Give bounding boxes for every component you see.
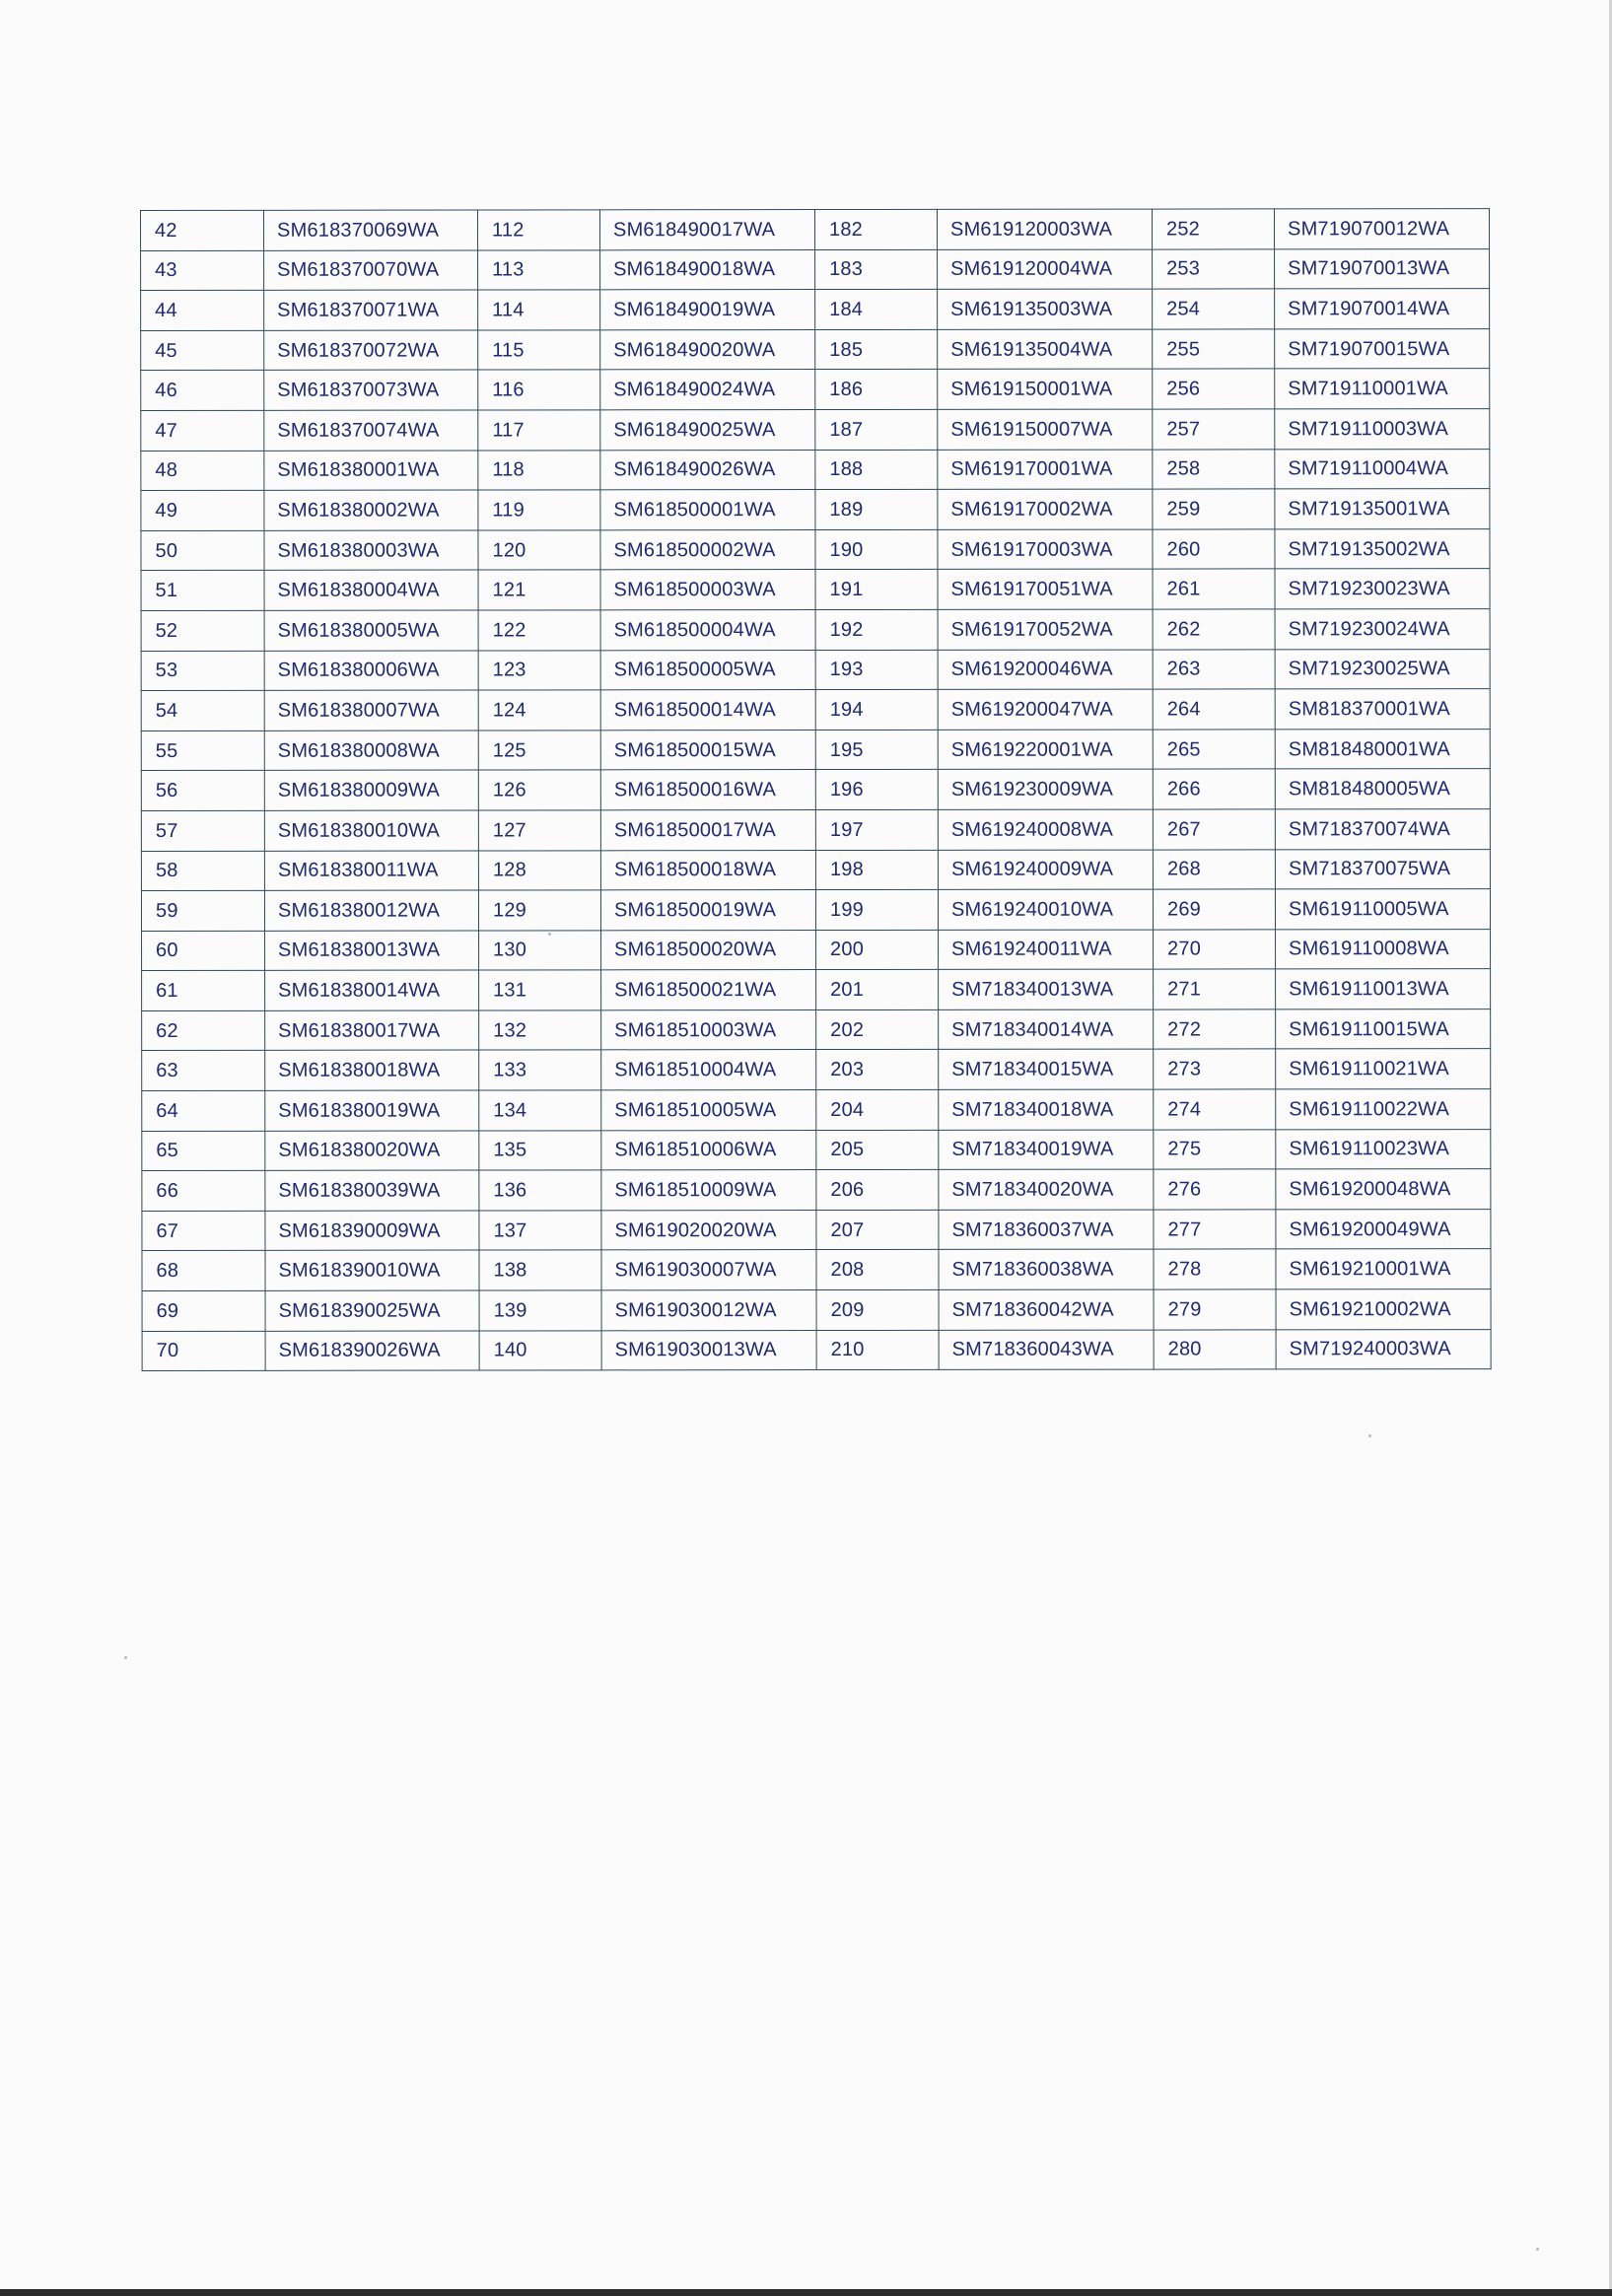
- item-number-cell: 51: [141, 571, 264, 611]
- item-number-cell: 259: [1153, 489, 1275, 529]
- item-number-cell: 256: [1153, 369, 1275, 409]
- item-code-cell: SM618500015WA: [600, 730, 815, 770]
- table-row: [142, 929, 1491, 971]
- item-code-cell: SM719070013WA: [1275, 248, 1490, 289]
- item-code-cell: SM619030007WA: [601, 1250, 816, 1290]
- item-code-cell: SM619030013WA: [601, 1330, 816, 1370]
- table-row: [142, 1089, 1491, 1132]
- item-code-cell: SM818370001WA: [1275, 689, 1490, 730]
- item-code-cell: SM618380014WA: [265, 970, 479, 1010]
- item-code-cell: SM619200049WA: [1276, 1209, 1491, 1249]
- item-number-cell: 258: [1153, 449, 1275, 489]
- item-number-cell: 254: [1153, 289, 1275, 329]
- item-code-cell: SM719110003WA: [1275, 409, 1490, 450]
- table-row: [141, 409, 1490, 452]
- item-code-cell: SM619110023WA: [1276, 1129, 1491, 1169]
- item-code-cell: SM719135002WA: [1275, 528, 1490, 569]
- item-number-cell: 52: [141, 610, 264, 651]
- item-code-cell: SM619110008WA: [1276, 929, 1491, 969]
- item-code-cell: SM618490025WA: [600, 410, 815, 451]
- item-code-cell: SM719070012WA: [1274, 209, 1489, 249]
- item-number-cell: 209: [816, 1289, 939, 1330]
- item-code-cell: SM718340015WA: [939, 1050, 1154, 1090]
- item-code-cell: SM618490020WA: [600, 329, 815, 370]
- item-code-cell: SM719070015WA: [1275, 328, 1490, 369]
- item-number-cell: 206: [816, 1170, 939, 1211]
- item-code-cell: SM619170002WA: [938, 489, 1153, 529]
- item-code-cell: SM618370071WA: [264, 290, 478, 330]
- item-code-cell: SM618510005WA: [601, 1090, 816, 1131]
- item-number-cell: 200: [816, 930, 939, 970]
- item-number-cell: 265: [1153, 730, 1275, 770]
- item-number-cell: 70: [142, 1331, 265, 1371]
- item-code-cell: SM619110013WA: [1276, 969, 1491, 1009]
- item-code-cell: SM618370074WA: [264, 410, 478, 451]
- table-row: [141, 689, 1490, 731]
- item-code-cell: SM618490018WA: [600, 249, 815, 290]
- item-code-cell: SM618380039WA: [265, 1170, 479, 1211]
- item-code-cell: SM618500017WA: [600, 809, 815, 850]
- item-code-cell: SM618500005WA: [600, 650, 815, 690]
- item-number-cell: 50: [141, 530, 264, 571]
- table-row: [141, 609, 1490, 652]
- table-row: [141, 649, 1490, 691]
- item-code-cell: SM618380010WA: [264, 810, 478, 851]
- table-row: [141, 528, 1490, 571]
- item-number-cell: 207: [816, 1210, 939, 1250]
- item-code-cell: SM619220001WA: [938, 730, 1153, 770]
- item-number-cell: 45: [141, 330, 264, 371]
- item-code-cell: SM618500019WA: [600, 890, 815, 931]
- item-number-cell: 112: [478, 210, 600, 250]
- item-number-cell: 183: [815, 249, 938, 290]
- item-number-cell: 120: [478, 530, 600, 571]
- item-code-cell: SM619240008WA: [938, 809, 1153, 850]
- item-code-cell: SM718360042WA: [939, 1289, 1154, 1330]
- item-number-cell: 64: [142, 1090, 265, 1131]
- scan-speck: [1368, 1434, 1371, 1437]
- table-row: [142, 1049, 1491, 1091]
- item-number-cell: 266: [1153, 769, 1275, 809]
- item-code-cell: SM718370075WA: [1275, 849, 1490, 889]
- item-code-cell: SM818480001WA: [1275, 729, 1490, 769]
- item-number-cell: 263: [1153, 649, 1275, 689]
- table-row: [142, 1329, 1491, 1371]
- item-number-cell: 124: [478, 690, 600, 731]
- item-code-cell: SM719110001WA: [1275, 369, 1490, 409]
- item-number-cell: 128: [478, 850, 600, 890]
- item-number-cell: 272: [1154, 1009, 1276, 1050]
- item-code-cell: SM618380019WA: [265, 1090, 479, 1131]
- item-number-cell: 194: [815, 689, 938, 730]
- item-code-cell: SM618510004WA: [601, 1050, 816, 1090]
- item-number-cell: 56: [141, 771, 264, 811]
- item-code-cell: SM619200046WA: [938, 650, 1153, 690]
- item-number-cell: 134: [479, 1090, 601, 1131]
- item-number-cell: 69: [142, 1290, 265, 1331]
- item-code-cell: SM618390010WA: [265, 1250, 479, 1290]
- item-code-cell: SM619030012WA: [601, 1290, 816, 1331]
- item-code-cell: SM618380006WA: [264, 651, 478, 691]
- item-code-cell: SM618380011WA: [264, 851, 478, 891]
- item-number-cell: 186: [815, 370, 938, 410]
- item-number-cell: 58: [141, 851, 264, 891]
- item-number-cell: 277: [1154, 1210, 1276, 1250]
- scan-edge-bottom: [0, 2289, 1612, 2296]
- item-number-cell: 135: [479, 1131, 601, 1171]
- table-row: [141, 849, 1490, 891]
- item-code-cell: SM618380005WA: [264, 610, 478, 651]
- item-code-cell: SM718340019WA: [939, 1130, 1154, 1170]
- item-code-cell: SM718370074WA: [1275, 808, 1490, 849]
- item-number-cell: 127: [478, 810, 600, 851]
- item-code-cell: SM718340013WA: [939, 969, 1154, 1009]
- item-number-cell: 280: [1154, 1330, 1276, 1370]
- item-number-cell: 113: [478, 249, 600, 290]
- item-number-cell: 118: [478, 450, 600, 490]
- item-code-cell: SM618390025WA: [265, 1290, 479, 1331]
- item-number-cell: 138: [479, 1250, 601, 1290]
- item-number-cell: 42: [141, 210, 264, 250]
- item-number-cell: 276: [1154, 1169, 1276, 1210]
- item-code-cell: SM618370069WA: [264, 210, 478, 250]
- item-number-cell: 203: [816, 1050, 939, 1090]
- item-number-cell: 204: [816, 1089, 939, 1130]
- item-number-cell: 185: [815, 329, 938, 370]
- item-code-cell: SM619135003WA: [938, 289, 1153, 329]
- item-number-cell: 267: [1153, 809, 1275, 850]
- item-number-cell: 253: [1153, 248, 1275, 289]
- item-number-cell: 268: [1153, 849, 1275, 889]
- item-code-cell: SM719230024WA: [1275, 609, 1490, 650]
- item-code-cell: SM619240010WA: [938, 889, 1153, 930]
- item-code-cell: SM619170003WA: [938, 529, 1153, 570]
- table-row: [141, 889, 1490, 932]
- item-code-cell: SM618500002WA: [600, 529, 815, 570]
- item-code-cell: SM618490026WA: [600, 450, 815, 490]
- item-number-cell: 182: [815, 209, 938, 249]
- item-number-cell: 67: [142, 1211, 265, 1251]
- item-number-cell: 278: [1154, 1249, 1276, 1289]
- item-code-cell: SM619110005WA: [1275, 889, 1490, 930]
- table-row: [142, 1289, 1491, 1332]
- item-number-cell: 201: [816, 970, 939, 1010]
- item-number-cell: 195: [815, 730, 938, 770]
- table-row: [141, 209, 1490, 251]
- item-number-cell: 65: [142, 1131, 265, 1171]
- table-row: [141, 328, 1490, 371]
- table-body: [141, 209, 1492, 1371]
- item-number-cell: 257: [1153, 409, 1275, 450]
- item-number-cell: 66: [142, 1171, 265, 1212]
- item-code-cell: SM619110021WA: [1276, 1049, 1491, 1089]
- table-row: [141, 729, 1490, 771]
- item-code-cell: SM618370072WA: [264, 330, 478, 371]
- item-code-cell: SM618370070WA: [264, 250, 478, 291]
- item-code-cell: SM618500018WA: [600, 850, 815, 890]
- item-code-cell: SM619120004WA: [938, 249, 1153, 290]
- item-code-cell: SM618380013WA: [265, 931, 479, 971]
- item-number-cell: 43: [141, 250, 264, 291]
- item-number-cell: 114: [478, 290, 600, 330]
- item-code-cell: SM618510006WA: [601, 1130, 816, 1170]
- item-code-cell: SM719230025WA: [1275, 649, 1490, 689]
- registered-items-table: [140, 208, 1492, 1371]
- item-code-cell: SM618490017WA: [600, 210, 815, 250]
- item-code-cell: SM619170051WA: [938, 569, 1153, 609]
- table-row: [141, 569, 1490, 611]
- item-number-cell: 125: [478, 731, 600, 771]
- item-number-cell: 60: [142, 931, 265, 971]
- item-number-cell: 132: [479, 1010, 601, 1051]
- item-number-cell: 205: [816, 1130, 939, 1170]
- item-number-cell: 62: [142, 1010, 265, 1051]
- item-code-cell: SM618380018WA: [265, 1050, 479, 1090]
- item-code-cell: SM619210002WA: [1276, 1289, 1491, 1330]
- item-code-cell: SM618380017WA: [265, 1010, 479, 1051]
- item-code-cell: SM619200048WA: [1276, 1169, 1491, 1210]
- item-number-cell: 273: [1154, 1049, 1276, 1089]
- item-number-cell: 129: [478, 890, 600, 931]
- item-code-cell: SM719070014WA: [1275, 289, 1490, 329]
- table-row: [142, 1249, 1491, 1291]
- item-code-cell: SM618500020WA: [601, 930, 816, 970]
- item-number-cell: 59: [141, 890, 264, 931]
- item-number-cell: 262: [1153, 609, 1275, 650]
- item-code-cell: SM619210001WA: [1276, 1249, 1491, 1289]
- table-row: [141, 449, 1490, 491]
- item-number-cell: 116: [478, 370, 600, 410]
- item-number-cell: 57: [141, 810, 264, 851]
- item-code-cell: SM618500003WA: [600, 570, 815, 610]
- item-number-cell: 275: [1154, 1130, 1276, 1170]
- item-number-cell: 269: [1153, 889, 1275, 930]
- item-code-cell: SM619240011WA: [939, 930, 1154, 970]
- item-code-cell: SM619120003WA: [937, 209, 1152, 249]
- item-code-cell: SM718340020WA: [939, 1169, 1154, 1210]
- item-code-cell: SM618510003WA: [601, 1009, 816, 1050]
- item-code-cell: SM619240009WA: [938, 850, 1153, 890]
- item-number-cell: 210: [816, 1330, 939, 1370]
- item-number-cell: 53: [141, 651, 264, 691]
- item-code-cell: SM619170001WA: [938, 450, 1153, 490]
- item-code-cell: SM718360037WA: [939, 1210, 1154, 1250]
- item-number-cell: 44: [141, 291, 264, 331]
- item-code-cell: SM618380007WA: [264, 690, 478, 731]
- item-code-cell: SM618380009WA: [264, 770, 478, 810]
- item-code-cell: SM718360038WA: [939, 1250, 1154, 1290]
- table-row: [141, 489, 1490, 531]
- item-number-cell: 68: [142, 1251, 265, 1291]
- table-row: [142, 1129, 1491, 1171]
- item-number-cell: 54: [141, 690, 264, 731]
- item-code-cell: SM719240003WA: [1276, 1329, 1491, 1369]
- item-code-cell: SM619200047WA: [938, 689, 1153, 730]
- item-code-cell: SM718360043WA: [939, 1330, 1154, 1370]
- item-number-cell: 208: [816, 1250, 939, 1290]
- item-number-cell: 48: [141, 451, 264, 491]
- item-code-cell: SM718340014WA: [939, 1009, 1154, 1050]
- item-number-cell: 274: [1154, 1089, 1276, 1130]
- item-code-cell: SM618500001WA: [600, 490, 815, 530]
- item-number-cell: 140: [479, 1330, 601, 1370]
- item-code-cell: SM619020020WA: [601, 1210, 816, 1250]
- item-code-cell: SM618390009WA: [265, 1211, 479, 1251]
- item-number-cell: 202: [816, 1009, 939, 1050]
- item-code-cell: SM619170052WA: [938, 609, 1153, 650]
- item-number-cell: 46: [141, 371, 264, 411]
- item-number-cell: 184: [815, 290, 938, 330]
- item-number-cell: 49: [141, 490, 264, 530]
- item-code-cell: SM619135004WA: [938, 329, 1153, 370]
- item-number-cell: 136: [479, 1170, 601, 1211]
- item-code-cell: SM818480005WA: [1275, 769, 1490, 809]
- item-number-cell: 137: [479, 1211, 601, 1251]
- item-code-cell: SM719110004WA: [1275, 449, 1490, 489]
- item-number-cell: 189: [815, 490, 938, 530]
- table-row: [142, 1169, 1491, 1212]
- item-number-cell: 126: [478, 770, 600, 810]
- item-code-cell: SM618490019WA: [600, 290, 815, 330]
- item-code-cell: SM618500016WA: [600, 770, 815, 810]
- item-number-cell: 261: [1153, 569, 1275, 609]
- table-row: [141, 289, 1490, 331]
- item-code-cell: SM618370073WA: [264, 370, 478, 410]
- item-number-cell: 193: [815, 650, 938, 690]
- item-number-cell: 187: [815, 409, 938, 450]
- scan-speck: [548, 933, 551, 936]
- item-number-cell: 130: [479, 931, 601, 971]
- item-number-cell: 260: [1153, 529, 1275, 570]
- item-code-cell: SM618390026WA: [265, 1331, 479, 1371]
- item-code-cell: SM619150007WA: [938, 409, 1153, 450]
- item-number-cell: 270: [1154, 930, 1276, 970]
- item-code-cell: SM719135001WA: [1275, 489, 1490, 529]
- table-row: [141, 369, 1490, 411]
- item-code-cell: SM618380001WA: [264, 451, 478, 491]
- table-row: [142, 969, 1491, 1011]
- item-number-cell: 139: [479, 1290, 601, 1331]
- item-code-cell: SM719230023WA: [1275, 569, 1490, 609]
- item-code-cell: SM619110015WA: [1276, 1009, 1491, 1049]
- item-code-cell: SM618500014WA: [600, 690, 815, 731]
- item-code-cell: SM618380002WA: [264, 490, 478, 530]
- item-code-cell: SM618500004WA: [600, 609, 815, 650]
- item-number-cell: 63: [142, 1051, 265, 1091]
- item-code-cell: SM619230009WA: [938, 769, 1153, 809]
- item-number-cell: 47: [141, 410, 264, 451]
- item-code-cell: SM619150001WA: [938, 369, 1153, 409]
- item-code-cell: SM618490024WA: [600, 370, 815, 410]
- item-code-cell: SM618380020WA: [265, 1131, 479, 1171]
- item-code-cell: SM718340018WA: [939, 1089, 1154, 1130]
- item-number-cell: 133: [479, 1050, 601, 1090]
- table-row: [141, 808, 1490, 851]
- item-number-cell: 121: [478, 570, 600, 610]
- item-number-cell: 264: [1153, 689, 1275, 730]
- item-number-cell: 255: [1153, 329, 1275, 370]
- table-row: [142, 1209, 1491, 1251]
- item-number-cell: 131: [479, 970, 601, 1010]
- item-number-cell: 192: [815, 609, 938, 650]
- item-code-cell: SM618380012WA: [264, 890, 478, 931]
- table-row: [141, 248, 1490, 291]
- item-number-cell: 117: [478, 410, 600, 451]
- item-number-cell: 279: [1154, 1289, 1276, 1330]
- scan-speck: [124, 1656, 127, 1659]
- table-row: [142, 1009, 1491, 1051]
- scan-speck: [1536, 2248, 1539, 2251]
- item-number-cell: 191: [815, 570, 938, 610]
- item-number-cell: 61: [142, 971, 265, 1011]
- item-code-cell: SM618500021WA: [601, 970, 816, 1010]
- item-number-cell: 198: [815, 850, 938, 890]
- item-number-cell: 188: [815, 450, 938, 490]
- item-number-cell: 190: [815, 529, 938, 570]
- item-code-cell: SM618380003WA: [264, 530, 478, 571]
- item-code-cell: SM618380004WA: [264, 570, 478, 610]
- item-code-cell: SM618380008WA: [264, 731, 478, 771]
- item-number-cell: 199: [815, 889, 938, 930]
- item-number-cell: 271: [1154, 969, 1276, 1009]
- item-number-cell: 55: [141, 731, 264, 771]
- item-code-cell: SM618510009WA: [601, 1170, 816, 1211]
- item-number-cell: 123: [478, 650, 600, 690]
- item-number-cell: 119: [478, 490, 600, 530]
- item-number-cell: 115: [478, 330, 600, 371]
- item-code-cell: SM619110022WA: [1276, 1089, 1491, 1130]
- item-number-cell: 196: [815, 770, 938, 810]
- item-number-cell: 122: [478, 610, 600, 651]
- item-number-cell: 252: [1152, 209, 1274, 249]
- table-row: [141, 769, 1490, 811]
- item-number-cell: 197: [815, 809, 938, 850]
